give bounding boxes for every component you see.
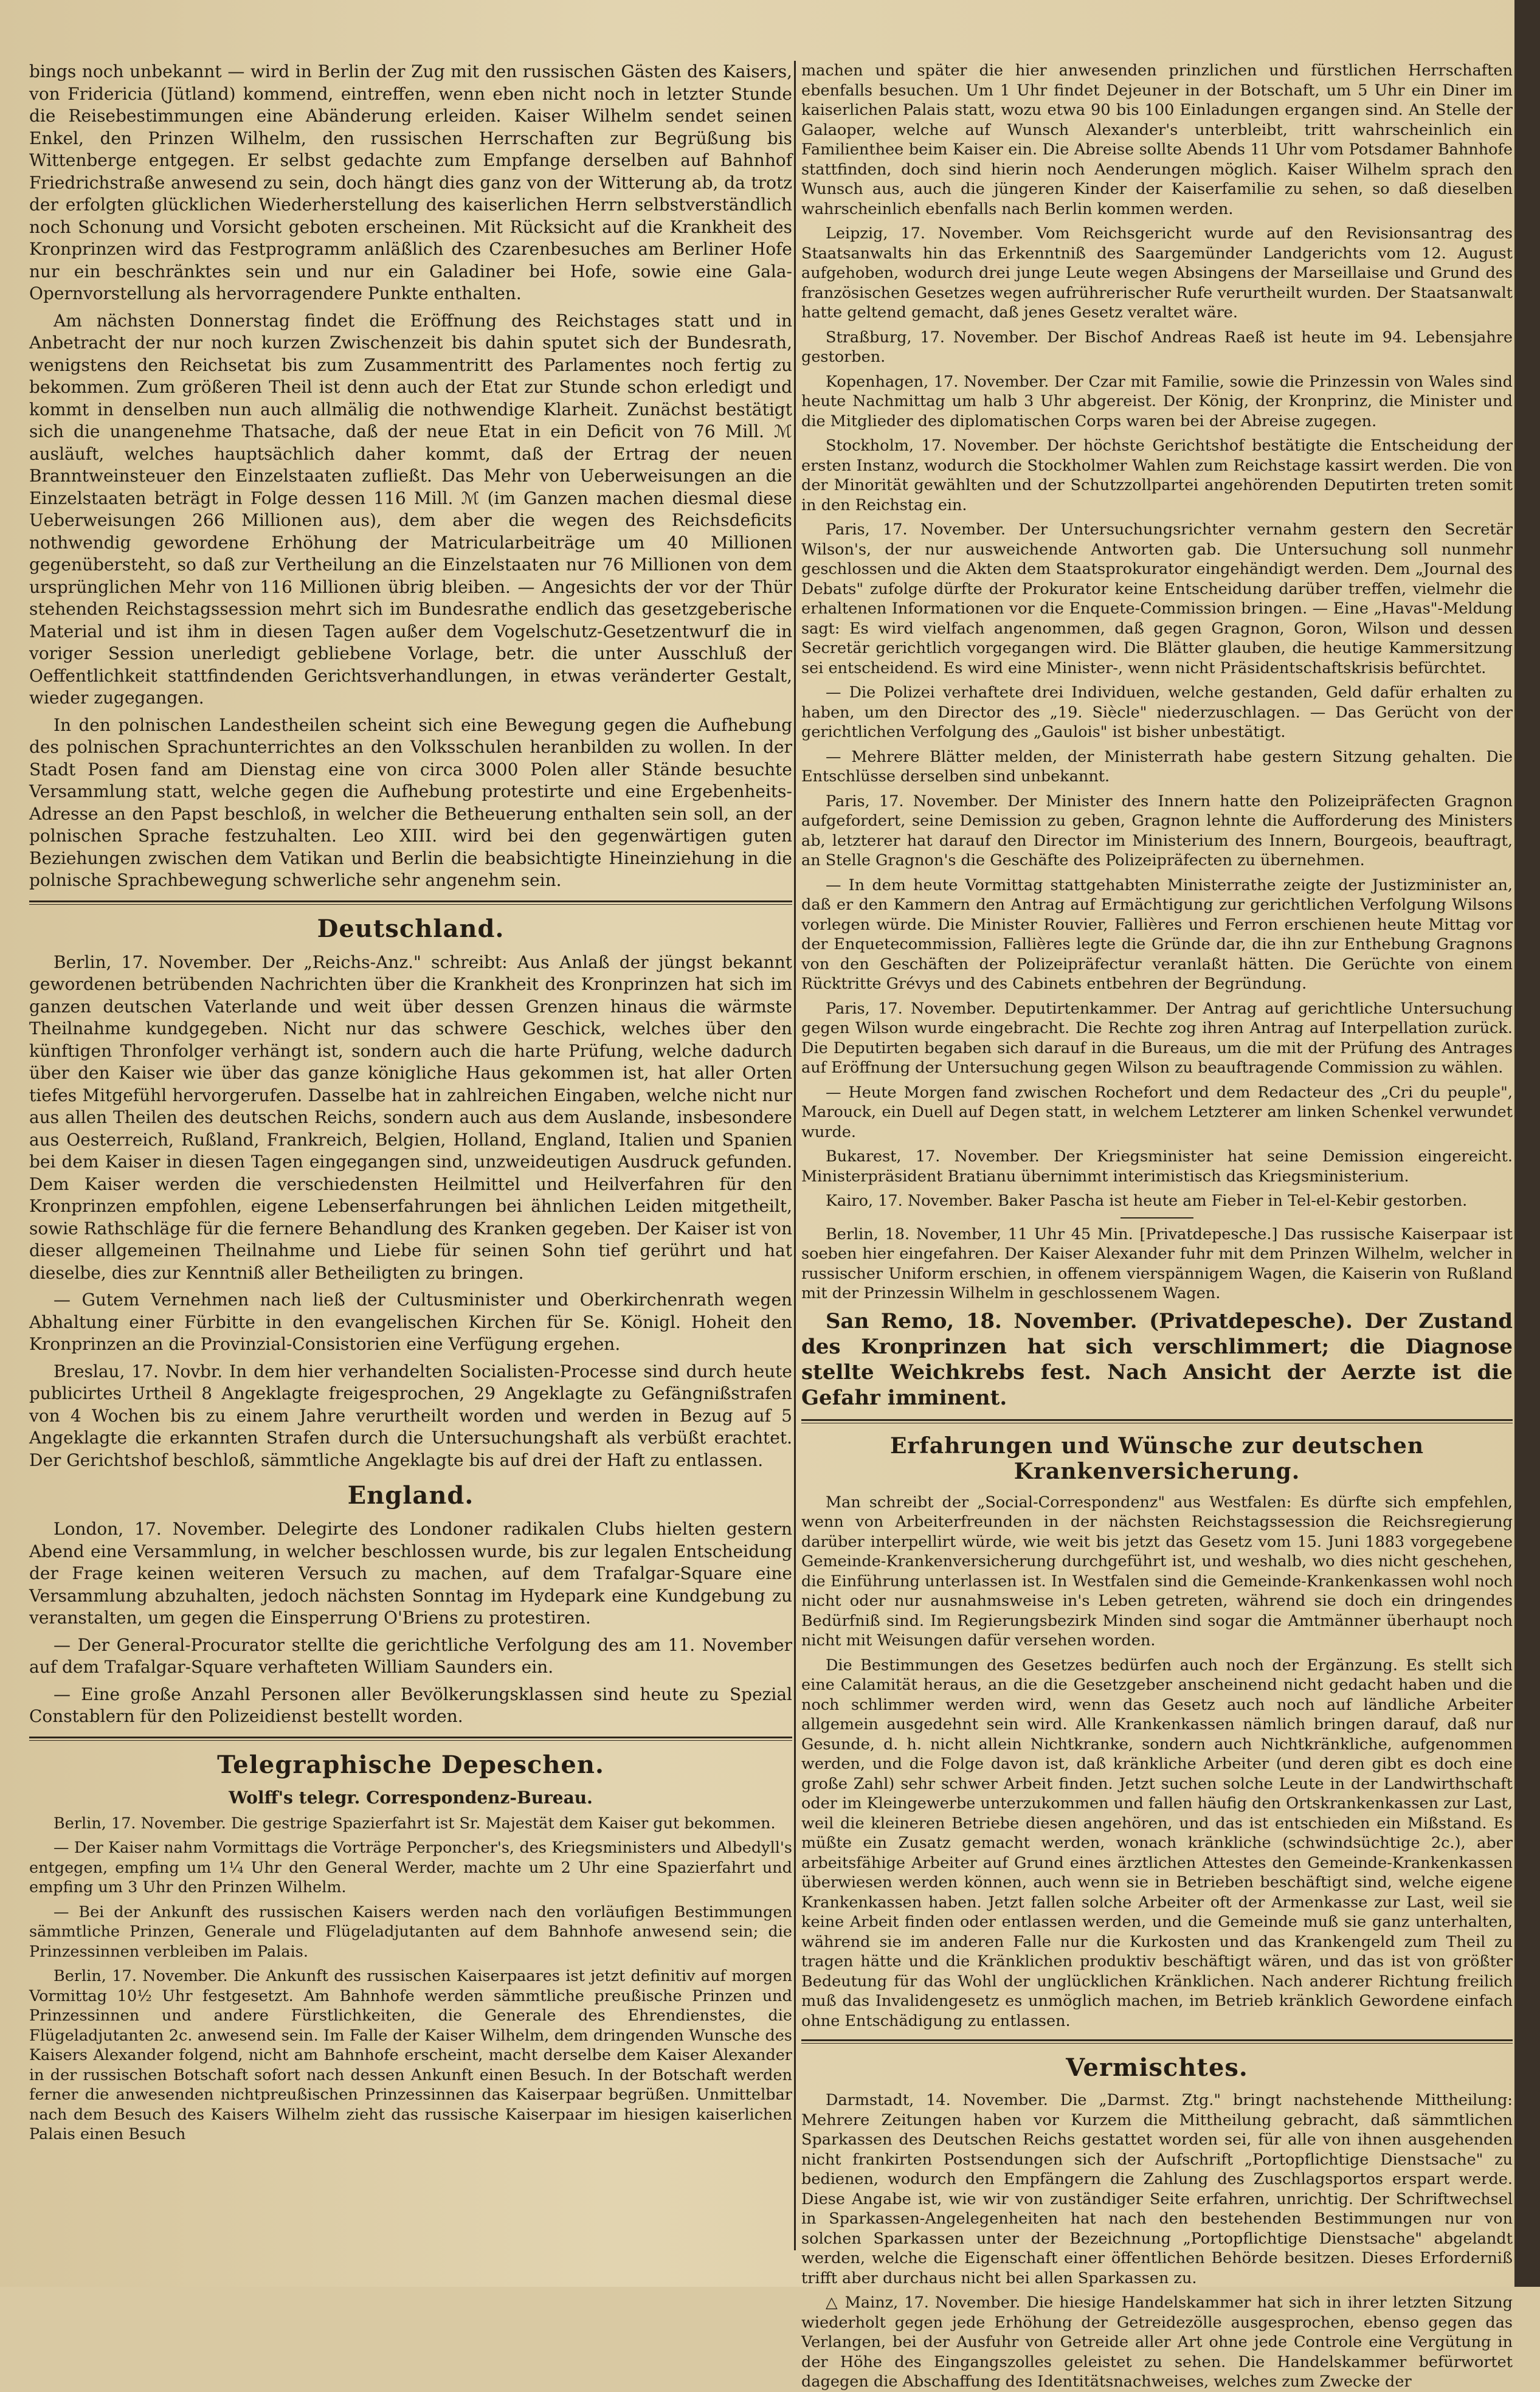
article-paragraph: Berlin, 17. November. Die gestrige Spazierfahrt ist Sr. Majestät dem Kaiser gut bekommen. <box>54 1814 776 1833</box>
section-divider <box>801 1419 1513 1423</box>
section-heading-deutschland: Deutschland. <box>317 914 505 943</box>
short-divider <box>1120 1217 1193 1218</box>
article-paragraph: — Eine große Anzahl Personen aller Bevölkerungsklassen sind heute zu Spezial Constablern für den Polizeidienst bestellt worden. <box>29 1684 792 1726</box>
article-paragraph: — Der General-Procurator stellte die gerichtliche Verfolgung des am 11. November auf dem Trafalgar-Square verhafteten William Saunders ein. <box>29 1634 792 1677</box>
article-paragraph: — Heute Morgen fand zwischen Rochefort und dem Redacteur des „Cri du peuple", Marouck, ein Duell auf Degen statt, in welchem Letzterer am linken Schenkel verwundet wurde. <box>801 1083 1513 1141</box>
article-paragraph: — Bei der Ankunft des russischen Kaisers werden nach den vorläufigen Bestimmungen sämmtliche Prinzen, Generale und Flügeladjutanten auf dem Bahnhofe anwesend sein; die Prinzessinnen verbleiben im Palais. <box>29 1903 792 1961</box>
article-paragraph: bings noch unbekannt — wird in Berlin der Zug mit den russischen Gästen des Kaisers, von Fridericia (Jütland) kommend, eintreffen, wenn eben nicht noch in letzter Stunde die Reisebestimmungen eine Abänderung erleiden. Kaiser Wilhelm sendet seinen Enkel, den Prinzen Wilhelm, den russischen Herrschaften zur Begrüßung bis Wittenberge entgegen. Er selbst gedachte zum Empfange derselben auf Bahnhof Friedrichstraße anwesend zu sein, doch hängt dies ganz von der Witterung ab, da trotz der erfolgten glücklichen Wiederherstellung des kaiserlichen Herrn selbstverständlich noch Schonung und Vorsicht geboten erscheinen. Mit Rücksicht auf die Krankheit des Kronprinzen wird das Festprogramm anläßlich des Czarenbesuches am Berliner Hofe nur ein beschränktes sein und nur ein Galadiner bei Hofe, sowie eine Gala-Opernvorstellung als hervorragendere Punkte enthalten. <box>29 61 792 303</box>
article-paragraph: Man schreibt der „Social-Correspondenz" aus Westfalen: Es dürfte sich empfehlen, wenn von Arbeiterfreunden in der nächsten Reichstagssession die Reichsregierung darüber interpellirt würde, wie weit bis jetzt das Gesetz vom 15. Juni 1883 vorgegebene Gemeinde-Krankenversicherung durchgeführt ist, und weshalb, wo dies nicht geschehen, die Einführung unterlassen ist. In Westfalen sind die Gemeinde-Krankenkassen wohl noch nicht oder nur ausnahmsweise in's Leben getreten, während sie doch ein dringendes Bedürfniß sind. Im Regierungsbezirk Minden sind sogar die Amtmänner überhaupt noch nicht mit Weisungen dafür versehen worden. <box>801 1493 1513 1650</box>
article-paragraph: Berlin, 17. November. Die Ankunft des russischen Kaiserpaares ist jetzt definitiv auf morgen Vormittag 10½ Uhr festgesetzt. Am Bahnhofe werden sämmtliche preußische Prinzen und Prinzessinnen und andere Fürstlichkeiten, die Generale des Ehrendienstes, die Flügeladjutanten 2c. anwesend sein. Im Falle der Kaiser Wilhelm, dem dringenden Wunsche des Kaisers Alexander folgend, nicht am Bahnhofe erscheint, macht derselbe dem Kaiser Alexander in der russischen Botschaft sofort nach dessen Ankunft einen Besuch. In der Botschaft werden ferner die anwesenden nichtpreußischen Prinzessinnen das Kaiserpaar begrüßen. Unmittelbar nach dem Besuch des Kaisers Wilhelm zieht das russische Kaiserpaar im hiesigen kaiserlichen Palais einen Besuch <box>29 1967 792 2143</box>
article-paragraph: — Die Polizei verhaftete drei Individuen, welche gestanden, Geld dafür erhalten zu haben, um den Director des „19. Siècle" niederzuschlagen. — Das Gerücht von der gerichtlichen Verfolgung des „Gaulois" ist bisher unbestätigt. <box>801 683 1513 741</box>
article-paragraph: — Gutem Vernehmen nach ließ der Cultusminister und Oberkirchenrath wegen Abhaltung einer Fürbitte in den evangelischen Kirchen für Se. Königl. Hoheit den Kronprinzen an die Provinzial-Consistorien eine Verfügung ergehen. <box>29 1290 792 1354</box>
article-paragraph: Am nächsten Donnerstag findet die Eröffnung des Reichstages statt und in Anbetracht der nur noch kurzen Zwischenzeit bis dahin sputet sich der Bundesrath, wenigstens den Reichsetat bis zum Zusammentritt des Parlamentes noch fertig zu bekommen. Zum größeren Theil ist denn auch der Etat zur Stunde schon erledigt und kommt in denselben nun auch allmälig die nothwendige Klarheit. Zunächst bestätigt sich die unangenehme Thatsache, daß der neue Etat in ein Deficit von 76 Mill. ℳ ausläuft, welches hauptsächlich daher kommt, daß der Ertrag der neuen Branntweinsteuer den Einzelstaaten zufließt. Das Mehr von Ueberweisungen an die Einzelstaaten beträgt in Folge dessen 116 Mill. ℳ (im Ganzen machen diesmal diese Ueberweisungen 266 Millionen aus), dem aber die wegen des Reichsdeficits nothwendig gewordene Erhöhung der Matricularbeiträge um 40 Millionen gegenübersteht, so daß zur Vertheilung an die Einzelstaaten nur 76 Millionen von dem ursprünglichen Mehr von 116 Millionen übrig bleiben. — Angesichts der vor der Thür stehenden Reichstagssession mehrt sich im Bundesrathe endlich das gesetzgeberische Material und ist ihm in diesen Tagen außer dem Vogelschutz-Gesetzentwurf die in voriger Session unerledigt gebliebene Vorlage, betr. die unter Ausschluß der Oeffentlichkeit stattfindenden Gerichtsverhandlungen, in etwas veränderter Gestalt, wieder zugegangen. <box>29 310 792 708</box>
article-paragraph: Berlin, 17. November. Der „Reichs-Anz." schreibt: Aus Anlaß der jüngst bekannt gewordenen betrübenden Nachrichten über die Krankheit des Kronprinzen hat sich im ganzen deutschen Vaterlande und weit über dessen Grenzen hinaus die wärmste Theilnahme kundgegeben. Nicht nur das schwere Geschick, welches über den künftigen Thronfolger verhängt ist, sondern auch die harte Prüfung, welche dadurch über den Kaiser wie über das ganze königliche Haus gekommen ist, hat aller Orten tiefes Mitgefühl hervorgerufen. Dasselbe hat in zahlreichen Eingaben, welche nicht nur aus allen Theilen des deutschen Reichs, sondern auch aus dem Auslande, insbesondere aus Oesterreich, Rußland, Frankreich, Belgien, Holland, England, Italien und Spanien bei dem Kaiser in diesen Tagen eingegangen sind, unzweideutigen Ausdruck gefunden. Dem Kaiser werden die verschiedensten Heilmittel und Heilverfahren für den Kronprinzen empfohlen, eigene Lebenserfahrungen bei ähnlichen Leiden mitgetheilt, sowie Rathschläge für die fernere Behandlung des Kranken gegeben. Der Kaiser ist von dieser allgemeinen Theilnahme und Liebe für seinen Sohn tief gerührt und hat dieselbe, dies zur Kenntniß aller Betheiligten zu bringen. <box>29 952 792 1283</box>
section-heading-krankenversicherung: Erfahrungen und Wünsche zur deutschen Krankenversicherung. <box>889 1433 1424 1484</box>
breaking-news-paragraph: San Remo, 18. November. (Privatdepesche). Der Zustand des Kronprinzen hat sich verschlimmert; die Diagnose stellte Weichkrebs fest. Nach Ansicht der Aerzte ist die Gefahr imminent. <box>801 1308 1513 1410</box>
article-paragraph: Berlin, 18. November, 11 Uhr 45 Min. [Privatdepesche.] Das russische Kaiserpaar ist soeben hier eingefahren. Der Kaiser Alexander fuhr mit dem Prinzen Wilhelm, welcher in russischer Uniform erschien, in offenem vierspännigem Wagen, die Kaiserin von Rußland mit der Prinzessin Wilhelm in geschlossenem Wagen. <box>801 1225 1513 1302</box>
section-divider <box>801 2039 1513 2044</box>
article-paragraph: Stockholm, 17. November. Der höchste Gerichtshof bestätigte die Entscheidung der ersten Instanz, wodurch die Stockholmer Wahlen zum Reichstage kassirt werden. Die von der Minorität gewählten und der Schutzzollpartei angehörenden Deputirten treten somit in den Reichstag ein. <box>801 437 1513 514</box>
article-paragraph: Breslau, 17. Novbr. In dem hier verhandelten Socialisten-Processe sind durch heute publicirtes Urtheil 8 Angeklagte freigesprochen, 29 Angeklagte zu Gefängnißstrafen von 4 Wochen bis zu einem Jahre verurtheilt worden und werden in Bezug auf 5 Angeklagte die erkannten Strafen durch die Untersuchungshaft als verbüßt erachtet. Der Gerichtshof beschloß, sämmtliche Angeklagte bis auf drei der Haft zu entlassen. <box>29 1361 792 1470</box>
right-column <box>801 61 1513 2391</box>
article-paragraph: Kairo, 17. November. Baker Pascha ist heute am Fieber in Tel-el-Kebir gestorben. <box>826 1192 1468 1210</box>
article-paragraph: Paris, 17. November. Der Minister des Innern hatte den Polizeipräfecten Gragnon aufgefordert, seine Demission zu geben, Gragnon lehnte die Aufforderung des Ministers ab, letzterer hat darauf den Director im Ministerium des Innern, Bourgeois, beauftragt, an Stelle Gragnon's die Geschäfte des Polizeipräfecten zu übernehmen. <box>801 792 1513 869</box>
section-subheading-wolff: Wolff's telegr. Correspondenz-Bureau. <box>229 1787 593 1808</box>
article-paragraph: Paris, 17. November. Deputirtenkammer. Der Antrag auf gerichtliche Untersuchung gegen Wilson wurde eingebracht. Die Rechte zog ihren Antrag auf Interpellation zurück. Die Deputirten begaben sich darauf in die Bureaus, um die mit der Prüfung des Antrages auf Eröffnung der Untersuchung gegen Wilson zu beauftragende Commission zu wählen. <box>801 999 1513 1077</box>
article-paragraph: machen und später die hier anwesenden prinzlichen und fürstlichen Herrschaften ebenfalls besuchen. Um 1 Uhr findet Dejeuner in der Botschaft, um 5 Uhr ein Diner im kaiserlichen Palais statt, wozu etwa 90 bis 100 Einladungen ergangen sind. An Stelle der Galaoper, welche auf Wunsch Alexander's unterbleibt, tritt wahrscheinlich ein Familienthee beim Kaiser ein. Die Abreise sollte Abends 11 Uhr vom Potsdamer Bahnhofe stattfinden, doch sind hierin noch Aenderungen möglich. Kaiser Wilhelm sprach den Wunsch aus, auch die jüngeren Kinder der Kaiserfamilie zu sehen, so daß dieselben wahrscheinlich ebenfalls nach Berlin kommen werden. <box>801 61 1513 218</box>
article-paragraph: Bukarest, 17. November. Der Kriegsminister hat seine Demission eingereicht. Ministerpräsident Bratianu übernimmt interimistisch das Kriegsministerium. <box>801 1147 1513 1186</box>
article-paragraph: Kopenhagen, 17. November. Der Czar mit Familie, sowie die Prinzessin von Wales sind heute Nachmittag um halb 3 Uhr abgereist. Der König, der Kronprinz, die Minister und die Mitglieder des diplomatischen Corps waren bei der Abreise zugegen. <box>801 372 1513 430</box>
article-paragraph: Paris, 17. November. Der Untersuchungsrichter vernahm gestern den Secretär Wilson's, der nur ausweichende Antworten gab. Die Untersuchung soll nunmehr geschlossen und die Akten dem Staatsprokurator eingehändigt werden. Dem „Journal des Debats" zufolge dürfte der Prokurator keine Entscheidung darüber treffen, vielmehr die erhaltenen Informationen vor die Enquete-Commission bringen. — Eine „Havas"-Meldung sagt: Es wird vielfach angenommen, daß gegen Gragnon, Goron, Wilson und dessen Secretär gerichtlich vorgegangen wird. Die Blätter glauben, die heutige Kammersitzung sei entscheidend. Es wird eine Minister-, wenn nicht Präsidentschaftskrisis befürchtet. <box>801 520 1513 677</box>
article-paragraph: △ Mainz, 17. November. Die hiesige Handelskammer hat sich in ihrer letzten Sitzung wiederholt gegen jede Erhöhung der Getreidezölle ausgesprochen, ebenso gegen das Verlangen, bei der Ausfuhr von Getreide aller Art ohne jede Controle eine Vergütung in der Höhe des Eingangszolles geleistet zu sehen. Die Handelskammer befürwortet dagegen die Abschaffung des Identitätsnachweises, welches zum Zwecke der <box>801 2293 1513 2391</box>
section-divider <box>29 900 792 905</box>
article-paragraph: — In dem heute Vormittag stattgehabten Ministerrathe zeigte der Justizminister an, daß er den Kammern den Antrag auf Ermächtigung zur gerichtlichen Verfolgung Wilsons vorlegen würde. Die Minister Rouvier, Fallières und Ferron erschienen heute Mittag vor der Enquetecommission, Fallières legte die Gründe dar, die ihn zur Enthebung Gragnons von den Geschäften der Polizeipräfectur veranlaßt hätten. Die Gerüchte von einem Rücktritte Grévys und des Cabinets entbehren der Begründung. <box>801 876 1513 993</box>
section-heading-england: England. <box>347 1481 474 1510</box>
article-paragraph: Straßburg, 17. November. Der Bischof Andreas Raeß ist heute im 94. Lebensjahre gestorben. <box>801 328 1513 366</box>
article-paragraph: Die Bestimmungen des Gesetzes bedürfen auch noch der Ergänzung. Es stellt sich eine Calamität heraus, an die die Gesetzgeber anscheinend nicht gedacht haben und die noch schlimmer werden wird, wenn das Gesetz auch noch auf ländliche Arbeiter allgemein ausgedehnt sein wird. Alle Krankenkassen nämlich bringen darauf, daß nur Gesunde, d. h. nicht allein Nichtkranke, sondern auch Nichtkränkliche, aufgenommen werden, und die Folge davon ist, daß kränkliche Arbeiter (und deren gibt es doch eine große Zahl) sehr schwer Arbeit finden. Jetzt suchen solche Leute in der Landwirthschaft oder im Kleingewerbe unterzukommen und fallen häufig den Ortskrankenkassen zur Last, weil die kleineren Betriebe diesen angehören, und das ist entschieden ein Mißstand. Es müßte ein Zusatz gemacht werden, wonach kränkliche (schwindsüchtige 2c.), aber arbeitsfähige Arbeiter auf Grund eines ärztlichen Attestes den Gemeinde-Krankenkassen überwiesen werden können, auch wenn sie in Betrieben beschäftigt sind, welche eigene Krankenkassen haben. Jetzt fallen solche Arbeiter oft der Armenkasse zur Last, weil sie keine Arbeit finden oder entlassen werden, und die Gemeinde muß sie ganz unterhalten, während sie im anderen Falle nur die Kurkosten und das Krankengeld zum Theil zu tragen hätte und die Kränklichen produktiv beschäftigt wären, und das ist von größter Bedeutung für das Wohl der unglücklichen Kränklichen. Nach anderer Richtung freilich muß das Invalidengesetz es unmöglich machen, im Betrieb kränklich Gewordene einfach ohne Entschädigung zu entlassen. <box>801 1656 1513 2030</box>
page-edge-strip <box>1514 0 1540 2287</box>
section-heading-vermischtes: Vermischtes. <box>1066 2053 1248 2082</box>
section-divider <box>29 1737 792 1741</box>
article-paragraph: London, 17. November. Delegirte des Londoner radikalen Clubs hielten gestern Abend eine Versammlung, in welcher beschlossen wurde, bis zur legalen Entscheidung der Frage keinen weiteren Versuch zu machen, auf dem Trafalgar-Square eine Versammlung abzuhalten, jedoch nächsten Sonntag im Hydepark eine Kundgebung zu veranstalten, um gegen die Einsperrung O'Briens zu protestiren. <box>29 1519 792 1628</box>
article-paragraph: Darmstadt, 14. November. Die „Darmst. Ztg." bringt nachstehende Mittheilung: Mehrere Zeitungen haben vor Kurzem die Mittheilung gebracht, daß sämmtlichen Sparkassen des Deutschen Reichs gestattet worden sei, für alle von ihnen ausgehenden nicht frankirten Postsendungen sich der Aufschrift „Portopflichtige Dienstsache" zu bedienen, wodurch den Empfängern die Zahlung des Zuschlagsportos erspart werde. Diese Angabe ist, wie wir von zuständiger Seite erfahren, unrichtig. Der Schriftwechsel in Sparkassen-Angelegenheiten hat nach den bestehenden Bestimmungen nur von solchen Sparkassen unter der Bezeichnung „Portopflichtige Dienstsache" abgelandt werden, welche die Eigenschaft einer öffentlichen Behörde besitzen. Dieses Erforderniß trifft aber durchaus nicht bei allen Sparkassen zu. <box>801 2091 1513 2287</box>
article-paragraph: In den polnischen Landestheilen scheint sich eine Bewegung gegen die Aufhebung des polnischen Sprachunterrichtes an den Volksschulen heranbilden zu wollen. In der Stadt Posen fand am Dienstag eine von circa 3000 Polen aller Stände besuchte Versammlung statt, welche gegen die Aufhebung protestirte und eine Ergebenheits-Adresse an den Papst beschloß, in welcher die Betheuerung enthalten sein soll, an der polnischen Sprache festzuhalten. Leo XIII. wird bei den gegenwärtigen guten Beziehungen zwischen dem Vatikan und Berlin die beabsichtigte Hineinziehung in die polnische Sprachbewegung schwerliche sehr angenehm sein. <box>29 714 792 890</box>
section-heading-telegraphische: Telegraphische Depeschen. <box>217 1750 604 1779</box>
column-rule <box>794 61 796 2250</box>
article-paragraph: — Der Kaiser nahm Vormittags die Vorträge Perponcher's, des Kriegsministers und Albedyll's entgegen, empfing um 1¼ Uhr den General Werder, machte um 2 Uhr eine Spazierfahrt und empfing um 3 Uhr den Prinzen Wilhelm. <box>29 1839 792 1896</box>
left-column <box>29 61 792 2262</box>
article-paragraph: Leipzig, 17. November. Vom Reichsgericht wurde auf den Revisionsantrag des Staatsanwalts hin das Erkenntniß des Saargemünder Landgerichts vom 12. August aufgehoben, wodurch drei junge Leute wegen Absingens der Marseillaise und Grund des französischen Gesetzes wegen aufrührerischer Rufe verurtheilt wurden. Der Staatsanwalt hatte geltend gemacht, daß jenes Gesetz veraltet wäre. <box>801 224 1513 322</box>
article-paragraph: — Mehrere Blätter melden, der Ministerrath habe gestern Sitzung gehalten. Die Entschlüsse derselben sind unbekannt. <box>801 747 1513 786</box>
